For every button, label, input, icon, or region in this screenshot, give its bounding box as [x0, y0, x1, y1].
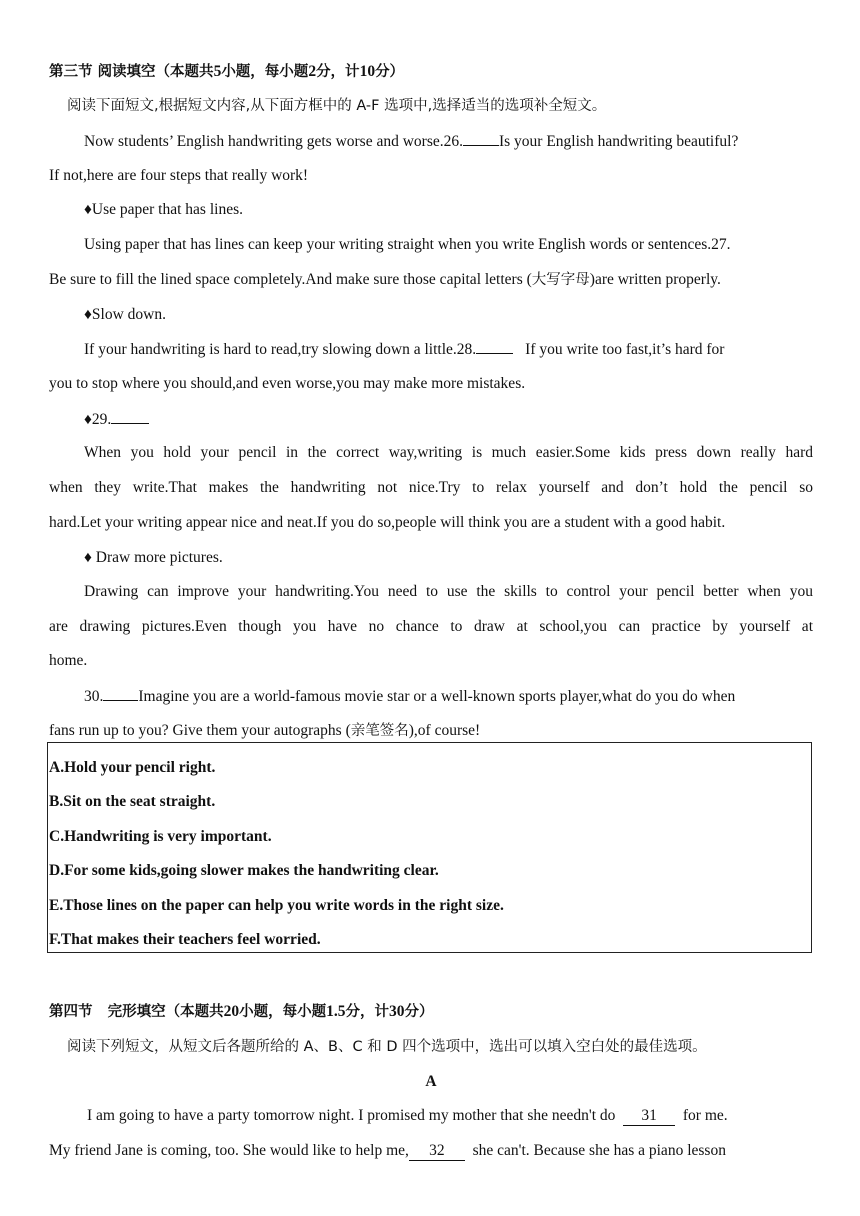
p1-text-a: Now students’ English handwriting gets worse and worse.26. — [84, 133, 463, 150]
option-e: E.Those lines on the paper can help you write words in the right size. — [49, 897, 504, 914]
p1-text-b: Is your English handwriting beautiful? — [498, 133, 739, 150]
blank-29 — [111, 409, 149, 424]
option-f: F.That makes their teachers feel worried. — [49, 931, 321, 948]
section4-heading — [49, 1002, 813, 1022]
paragraph-4-line-3: hard.Let your writing appear nice and neat.If you do so,people will think you are a student with a good habit. — [49, 514, 726, 531]
options-box — [47, 742, 812, 953]
blank-31: 31 — [623, 1107, 675, 1126]
paragraph-1-line-1 — [84, 131, 813, 152]
paragraph-4-line-2: when they write.That makes the handwriting not nice.Try to relax yourself and don’t hold the pencil so — [49, 479, 813, 496]
step-heading-4: ♦ Draw more pictures. — [84, 549, 223, 566]
step-heading-3 — [84, 409, 848, 430]
paragraph-5-line-3: home. — [49, 652, 88, 669]
paragraph-3-line-1 — [84, 339, 813, 360]
section3-heading-end: 分） — [375, 64, 405, 80]
step-heading-1: ♦Use paper that has lines. — [84, 201, 243, 218]
p3-text-pre: If your handwriting is hard to read,try slowing down a little.28. — [84, 341, 477, 358]
section4-heading-n3: 30 — [389, 1003, 405, 1020]
p3-text-post: If you write too fast,it’s hard for — [525, 341, 725, 358]
step-heading-3-text: ♦29. — [84, 411, 112, 428]
p6b-text-pre: fans run up to you? Give them your autographs ( — [49, 722, 351, 739]
cloze-line-1-post: for me. — [682, 1107, 728, 1124]
paragraph-5-line-1: Drawing can improve your handwriting.You need to use the skills to control your pencil better when you — [84, 583, 813, 600]
section3-heading-mid1: 小题，每小题 — [221, 64, 309, 80]
blank-30 — [103, 686, 138, 701]
section4-heading-title: 完形填空（本题共 — [107, 1004, 224, 1020]
section3-instruction: 阅读下面短文,根据短文内容,从下面方框中的 A-F 选项中,选择适当的选项补全短文。 — [67, 98, 607, 114]
section3-heading-n1: 5 — [213, 63, 222, 80]
section4-heading-mid2: 分，计 — [345, 1004, 390, 1020]
option-c: C.Handwriting is very important. — [49, 828, 272, 845]
paragraph-1-line-2: If not,here are four steps that really work! — [49, 167, 309, 184]
p2-text-post: )are written properly. — [589, 271, 721, 288]
section3-heading-n2: 2 — [308, 63, 317, 80]
step-heading-2: ♦Slow down. — [84, 306, 166, 323]
option-a: A.Hold your pencil right. — [49, 759, 216, 776]
blank-28 — [476, 339, 513, 354]
section4-heading-mid1: 小题，每小题 — [239, 1004, 327, 1020]
paragraph-6-line-2 — [49, 721, 813, 741]
section4-heading-n1: 20 — [223, 1003, 240, 1020]
paragraph-3-line-2: you to stop where you should,and even worse,you may make more mistakes. — [49, 375, 526, 392]
paragraph-2-line-2 — [49, 270, 813, 290]
section4-heading-end: 分） — [404, 1004, 434, 1020]
section4-instruction: 阅读下列短文，从短文后各题所给的 A、B、C 和 D 四个选项中，选出可以填入空白处的最佳选项。 — [67, 1039, 707, 1055]
p2-text-cjk: 大写字母 — [531, 272, 590, 288]
p6-text-post: Imagine you are a world-famous movie star or a well-known sports player,what do you do when — [138, 688, 736, 705]
section4-heading-num: 第四节 — [49, 1004, 93, 1020]
section3-heading — [49, 62, 813, 82]
p2-text-pre: Be sure to fill the lined space completely.And make sure those capital letters ( — [49, 271, 532, 288]
paragraph-5-line-2: are drawing pictures.Even though you have no chance to draw at school,you can practice by yourself at — [49, 618, 813, 635]
cloze-line-1 — [87, 1106, 813, 1126]
section3-heading-num: 第三节 — [49, 64, 93, 80]
option-d: D.For some kids,going slower makes the handwriting clear. — [49, 862, 439, 879]
paragraph-4-line-1: When you hold your pencil in the correct way,writing is much easier.Some kids press down really hard — [84, 444, 813, 461]
section3-heading-mid2: 分，计 — [316, 64, 360, 80]
passage-label: A — [425, 1073, 437, 1090]
section4-heading-n2: 1.5 — [326, 1003, 346, 1020]
cloze-line-2-pre: My friend Jane is coming, too. She would like to help me, — [49, 1142, 409, 1159]
p6b-text-post: ),of course! — [408, 722, 481, 739]
paragraph-6-line-1 — [84, 686, 813, 707]
cloze-line-2 — [49, 1141, 813, 1161]
cloze-line-1-pre: I am going to have a party tomorrow night. I promised my mother that she needn't do — [87, 1107, 616, 1124]
section3-heading-n3: 10 — [359, 63, 376, 80]
blank-32: 32 — [409, 1142, 465, 1161]
option-b: B.Sit on the seat straight. — [49, 793, 216, 810]
section3-heading-title: 阅读填空（本题共 — [97, 64, 214, 80]
blank-26 — [463, 131, 499, 146]
cloze-line-2-post: she can't. Because she has a piano lesson — [472, 1142, 726, 1159]
paragraph-2-line-1: Using paper that has lines can keep your writing straight when you write English words or sentences.27. — [84, 236, 731, 253]
p6-text-pre: 30. — [84, 688, 104, 705]
p6b-text-cjk: 亲笔签名 — [350, 723, 409, 739]
